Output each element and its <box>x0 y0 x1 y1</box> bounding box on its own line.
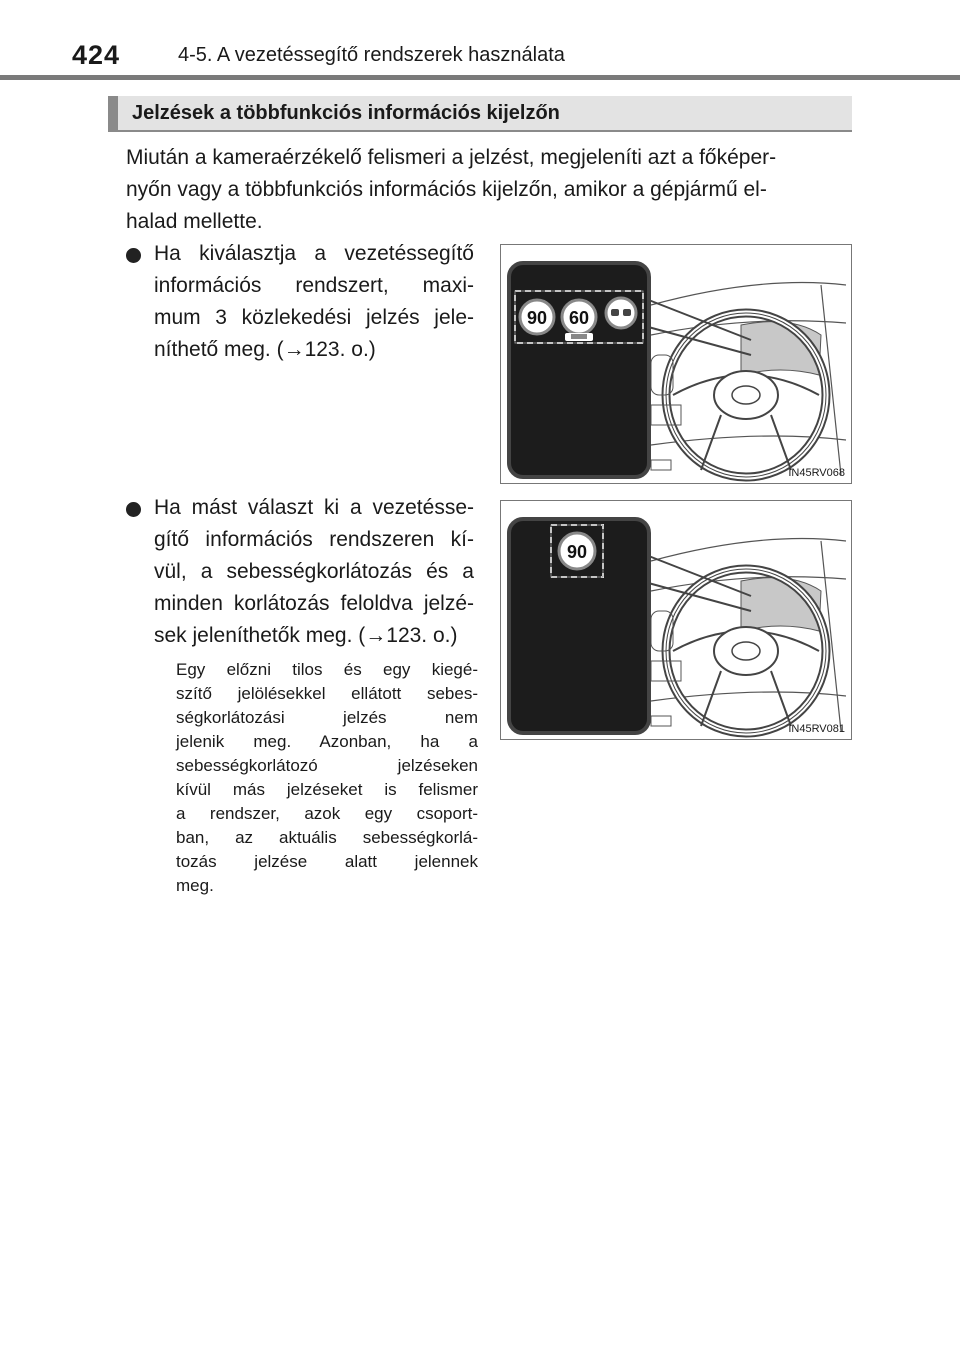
bullet-line: minden korlátozás feloldva jelzé- <box>154 592 474 615</box>
sign-value: 90 <box>526 308 548 328</box>
bullet-line: sek jeleníthetők meg. (→123. o.) <box>154 624 458 647</box>
sign-value: 90 <box>566 542 588 562</box>
figure-dashboard-3-signs <box>500 244 852 484</box>
bullet-line: níthető meg. (→123. o.) <box>154 338 376 361</box>
header-rule <box>0 75 960 80</box>
dashboard-illustration <box>501 501 851 739</box>
bullet-dot-icon <box>126 502 141 517</box>
bullet-line: információs rendszert, maxi- <box>154 274 474 297</box>
bullet-line: mum 3 közlekedési jelzés jele- <box>154 306 474 329</box>
note-line: Egy előzni tilos és egy kiegé- <box>176 660 478 679</box>
sign-value: 60 <box>568 308 590 328</box>
note-line: sebességkorlátozó jelzéseken <box>176 756 478 775</box>
intro-paragraph <box>126 142 852 238</box>
note-line: kívül más jelzéseket is felismer <box>176 780 478 799</box>
note-paragraph <box>176 658 478 898</box>
bullet-text <box>154 492 474 652</box>
figure-id: IN45RV081 <box>788 723 845 735</box>
note-line: jelenik meg. Azonban, ha a <box>176 732 478 751</box>
bullet-line: gítő információs rendszeren kí- <box>154 528 474 551</box>
bullet-dot-icon <box>126 248 141 263</box>
bullet-line: Ha mást választ ki a vezetésse- <box>154 496 474 519</box>
section-heading <box>108 96 852 132</box>
chapter-title: 4-5. A vezetéssegítő rendszerek használata <box>178 44 565 66</box>
intro-line: Miután a kameraérzékelő felismeri a jelzést, megjeleníti azt a főképer- <box>126 146 777 169</box>
figure-dashboard-1-sign <box>500 500 852 740</box>
note-line: a rendszer, azok egy csoport- <box>176 804 478 823</box>
bullet-line: Ha kiválasztja a vezetéssegítő <box>154 242 474 265</box>
section-title: Jelzések a többfunkciós információs kijelzőn <box>132 102 560 124</box>
note-line: tozás jelzése alatt jelennek <box>176 852 478 871</box>
note-line: ban, az aktuális sebességkorlá- <box>176 828 478 847</box>
intro-line: nyőn vagy a többfunkciós információs kijelzőn, amikor a gépjármű el- <box>126 178 767 201</box>
intro-line: halad mellette. <box>126 210 263 233</box>
multi-information-display <box>509 263 649 477</box>
dashboard-illustration <box>501 245 851 483</box>
note-line: ségkorlátozási jelzés nem <box>176 708 478 727</box>
note-line: meg. <box>176 876 214 895</box>
figure-id: IN45RV068 <box>788 467 845 479</box>
note-line: szítő jelölésekkel ellátott sebes- <box>176 684 478 703</box>
bullet-line: vül, a sebességkorlátozás és a <box>154 560 474 583</box>
bullet-text <box>154 238 474 366</box>
page-number: 424 <box>72 40 121 70</box>
no-overtaking-sign-icon <box>606 298 636 328</box>
